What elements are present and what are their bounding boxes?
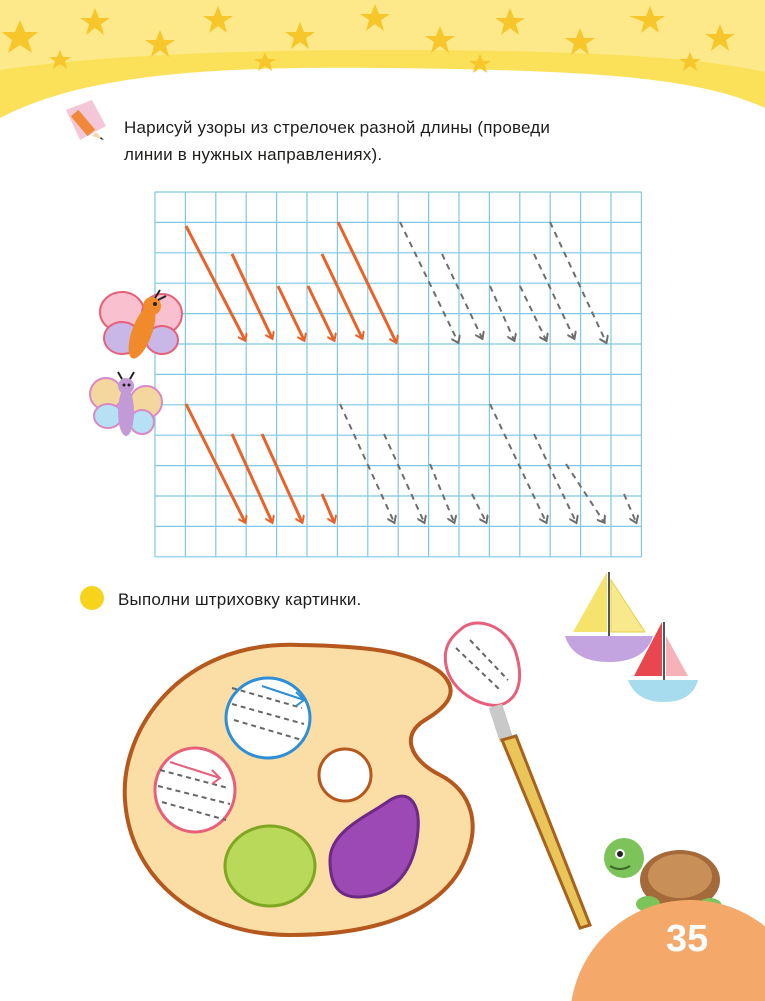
- butterfly-purple-icon: [90, 372, 162, 436]
- page-number: 35: [666, 918, 709, 960]
- arrow-dashed-trace[interactable]: [490, 404, 546, 522]
- arrow-dashed-trace[interactable]: [624, 494, 636, 522]
- arrow-pattern[interactable]: [186, 222, 636, 522]
- arrow-solid: [338, 222, 396, 342]
- arrow-dashed-trace[interactable]: [534, 434, 576, 522]
- butterfly-orange-icon: [100, 290, 182, 362]
- sailboat-icon: [628, 622, 698, 702]
- practice-grid: [155, 192, 641, 557]
- bullet-dot-icon: [80, 586, 104, 610]
- arrow-solid: [322, 494, 334, 522]
- arrow-dashed-trace[interactable]: [442, 254, 482, 338]
- arrow-dashed-trace[interactable]: [430, 464, 454, 522]
- arrow-dashed-trace[interactable]: [550, 222, 606, 342]
- task-2-instruction: Выполни штриховку картинки.: [118, 590, 362, 609]
- sailboat-icon: [565, 572, 653, 662]
- task-1-line-1: Нарисуй узоры из стрелочек разной длины (проведи: [124, 118, 551, 137]
- paintbrush-icon: [445, 623, 590, 928]
- palette-icon: [125, 645, 473, 935]
- arrow-dashed-trace[interactable]: [384, 434, 424, 522]
- arrow-dashed-trace[interactable]: [566, 464, 604, 522]
- arrow-dashed-trace[interactable]: [472, 494, 486, 522]
- task-1-line-2: линии в нужных направлениях).: [124, 145, 383, 164]
- arrow-dashed-trace[interactable]: [340, 404, 394, 522]
- arrow-solid: [262, 434, 302, 522]
